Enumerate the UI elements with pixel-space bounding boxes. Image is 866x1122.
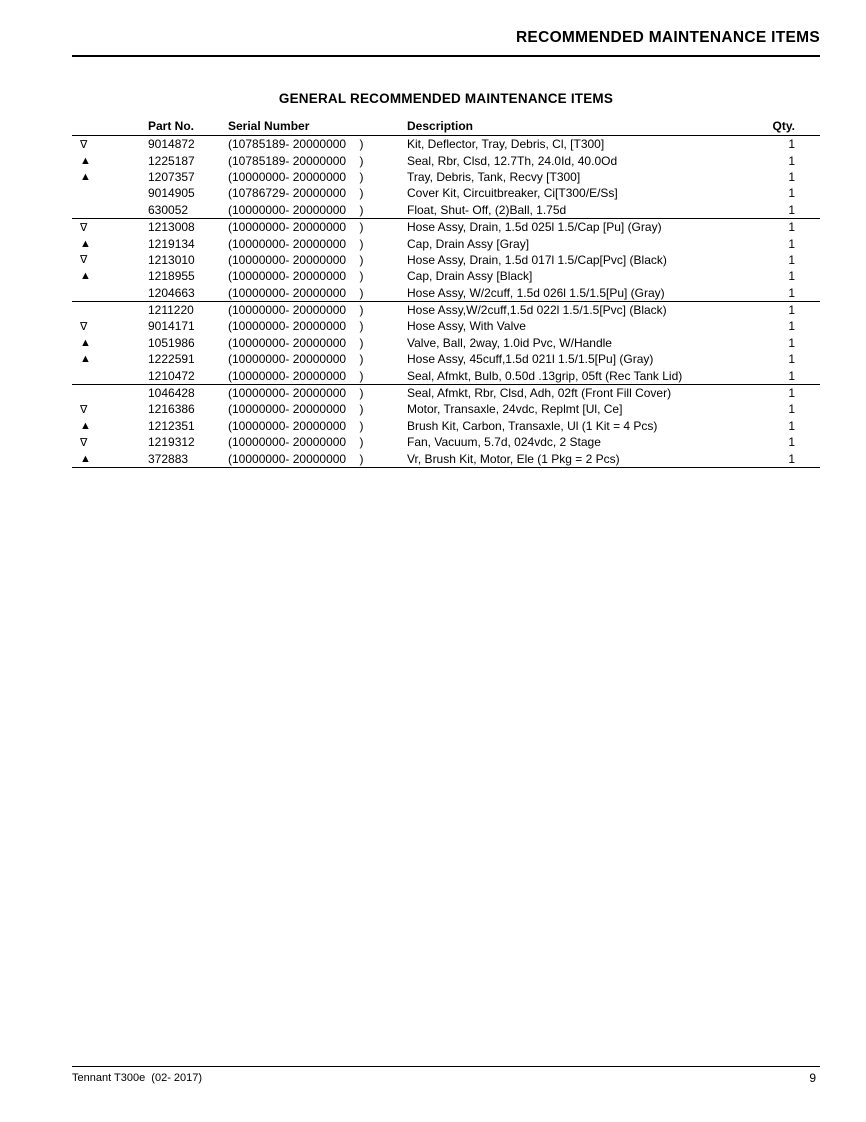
row-quantity: 1 bbox=[788, 220, 795, 235]
row-part-number: 1051986 bbox=[148, 335, 195, 350]
row-part-number: 372883 bbox=[148, 451, 189, 466]
row-serial-number: (10000000- 20000000 ) bbox=[228, 202, 364, 217]
row-mark-symbol: ▲ bbox=[80, 353, 91, 366]
row-mark-symbol: ∇ bbox=[80, 254, 88, 267]
table-row bbox=[72, 285, 820, 302]
table-row bbox=[72, 136, 820, 152]
row-serial-number: (10000000- 20000000 ) bbox=[228, 236, 364, 251]
row-serial-number: (10000000- 20000000 ) bbox=[228, 220, 364, 235]
page-header-title: RECOMMENDED MAINTENANCE ITEMS bbox=[515, 29, 820, 46]
column-header-qty: Qty. bbox=[772, 119, 795, 133]
row-part-number: 1212351 bbox=[148, 418, 195, 433]
table-row bbox=[72, 152, 820, 168]
row-quantity: 1 bbox=[788, 236, 795, 251]
row-description: Hose Assy, 45cuff,1.5d 021l 1.5/1.5[Pu] (Gray) bbox=[407, 352, 654, 367]
row-part-number: 1204663 bbox=[148, 285, 195, 300]
row-quantity: 1 bbox=[788, 202, 795, 217]
row-part-number: 1213010 bbox=[148, 252, 195, 267]
row-description: Kit, Deflector, Tray, Debris, Cl, [T300] bbox=[407, 137, 605, 152]
row-serial-number: (10000000- 20000000 ) bbox=[228, 285, 364, 300]
table-body bbox=[72, 136, 820, 468]
row-description: Cap, Drain Assy [Black] bbox=[407, 269, 533, 284]
row-description: Hose Assy, Drain, 1.5d 017l 1.5/Cap[Pvc] (Black) bbox=[407, 252, 667, 267]
row-serial-number: (10000000- 20000000 ) bbox=[228, 418, 364, 433]
column-header-description: Description bbox=[407, 119, 474, 133]
row-serial-number: (10000000- 20000000 ) bbox=[228, 435, 364, 450]
row-quantity: 1 bbox=[788, 186, 795, 201]
row-quantity: 1 bbox=[788, 402, 795, 417]
row-serial-number: (10000000- 20000000 ) bbox=[228, 252, 364, 267]
row-quantity: 1 bbox=[788, 303, 795, 318]
row-mark-symbol: ▲ bbox=[80, 237, 91, 250]
row-part-number: 630052 bbox=[148, 202, 189, 217]
row-part-number: 1225187 bbox=[148, 153, 195, 168]
row-quantity: 1 bbox=[788, 386, 795, 401]
table-row bbox=[72, 434, 820, 450]
row-serial-number: (10785189- 20000000 ) bbox=[228, 153, 364, 168]
row-description: Fan, Vacuum, 5.7d, 024vdc, 2 Stage bbox=[407, 435, 601, 450]
row-description: Hose Assy, Drain, 1.5d 025l 1.5/Cap [Pu] (Gray) bbox=[407, 220, 662, 235]
table-row bbox=[72, 450, 820, 467]
row-mark-symbol: ▲ bbox=[80, 419, 91, 432]
row-part-number: 9014905 bbox=[148, 186, 195, 201]
row-description: Hose Assy, With Valve bbox=[407, 319, 526, 334]
row-quantity: 1 bbox=[788, 352, 795, 367]
table-row bbox=[72, 318, 820, 334]
table-row bbox=[72, 418, 820, 434]
row-part-number: 1219134 bbox=[148, 236, 195, 251]
footer-rule bbox=[72, 1066, 820, 1067]
row-quantity: 1 bbox=[788, 368, 795, 383]
maintenance-items-table bbox=[72, 114, 820, 468]
row-part-number: 1046428 bbox=[148, 386, 195, 401]
row-description: Cover Kit, Circuitbreaker, Ci[T300/E/Ss] bbox=[407, 186, 618, 201]
row-description: Seal, Afmkt, Bulb, 0.50d .13grip, 05ft (Rec Tank Lid) bbox=[407, 368, 683, 383]
row-mark-symbol: ▲ bbox=[80, 336, 91, 349]
row-description: Seal, Rbr, Clsd, 12.7Th, 24.0Id, 40.0Od bbox=[407, 153, 618, 168]
row-mark-symbol: ▲ bbox=[80, 170, 91, 183]
row-mark-symbol: ∇ bbox=[80, 320, 88, 333]
table-row bbox=[72, 268, 820, 284]
table-row bbox=[72, 185, 820, 201]
row-part-number: 1207357 bbox=[148, 169, 195, 184]
row-description: Valve, Ball, 2way, 1.0id Pvc, W/Handle bbox=[407, 335, 612, 350]
row-description: Seal, Afmkt, Rbr, Clsd, Adh, 02ft (Front Fill Cover) bbox=[407, 386, 672, 401]
row-quantity: 1 bbox=[788, 319, 795, 334]
row-quantity: 1 bbox=[788, 169, 795, 184]
row-serial-number: (10000000- 20000000 ) bbox=[228, 386, 364, 401]
row-description: Motor, Transaxle, 24vdc, Replmt [Ul, Ce] bbox=[407, 402, 623, 417]
row-part-number: 9014171 bbox=[148, 319, 195, 334]
row-quantity: 1 bbox=[788, 269, 795, 284]
row-mark-symbol: ∇ bbox=[80, 138, 88, 151]
row-serial-number: (10000000- 20000000 ) bbox=[228, 402, 364, 417]
row-serial-number: (10000000- 20000000 ) bbox=[228, 335, 364, 350]
row-serial-number: (10000000- 20000000 ) bbox=[228, 319, 364, 334]
row-part-number: 1218955 bbox=[148, 269, 195, 284]
row-description: Brush Kit, Carbon, Transaxle, Ul (1 Kit = 4 Pcs) bbox=[407, 418, 658, 433]
row-description: Vr, Brush Kit, Motor, Ele (1 Pkg = 2 Pcs) bbox=[407, 451, 620, 466]
row-quantity: 1 bbox=[788, 285, 795, 300]
table-row bbox=[72, 401, 820, 417]
row-mark-symbol: ▲ bbox=[80, 270, 91, 283]
table-row bbox=[72, 252, 820, 268]
row-mark-symbol: ▲ bbox=[80, 154, 91, 167]
row-description: Tray, Debris, Tank, Recvy [T300] bbox=[407, 169, 581, 184]
row-quantity: 1 bbox=[788, 435, 795, 450]
table-row bbox=[72, 302, 820, 318]
row-part-number: 1210472 bbox=[148, 368, 195, 383]
table-title: GENERAL RECOMMENDED MAINTENANCE ITEMS bbox=[278, 91, 614, 106]
row-quantity: 1 bbox=[788, 451, 795, 466]
table-row bbox=[72, 367, 820, 384]
row-serial-number: (10000000- 20000000 ) bbox=[228, 368, 364, 383]
row-serial-number: (10000000- 20000000 ) bbox=[228, 169, 364, 184]
table-row bbox=[72, 202, 820, 219]
row-serial-number: (10785189- 20000000 ) bbox=[228, 137, 364, 152]
table-row bbox=[72, 335, 820, 351]
row-part-number: 1219312 bbox=[148, 435, 195, 450]
row-quantity: 1 bbox=[788, 252, 795, 267]
row-description: Hose Assy,W/2cuff,1.5d 022l 1.5/1.5[Pvc] (Black) bbox=[407, 303, 667, 318]
table-row bbox=[72, 219, 820, 235]
row-serial-number: (10000000- 20000000 ) bbox=[228, 451, 364, 466]
table-row bbox=[72, 235, 820, 251]
row-description: Cap, Drain Assy [Gray] bbox=[407, 236, 530, 251]
column-header-serial-number: Serial Number bbox=[228, 119, 310, 133]
row-mark-symbol: ▲ bbox=[80, 452, 91, 465]
column-header-part-no: Part No. bbox=[148, 119, 195, 133]
table-header-row bbox=[72, 114, 820, 136]
row-mark-symbol: ∇ bbox=[80, 221, 88, 234]
row-quantity: 1 bbox=[788, 153, 795, 168]
row-description: Float, Shut- Off, (2)Ball, 1.75d bbox=[407, 202, 567, 217]
table-row bbox=[72, 385, 820, 401]
row-part-number: 9014872 bbox=[148, 137, 195, 152]
row-description: Hose Assy, W/2cuff, 1.5d 026l 1.5/1.5[Pu] (Gray) bbox=[407, 285, 665, 300]
footer-page-number: 9 bbox=[809, 1071, 816, 1085]
row-part-number: 1213008 bbox=[148, 220, 195, 235]
table-row bbox=[72, 351, 820, 367]
row-mark-symbol: ∇ bbox=[80, 403, 88, 416]
row-quantity: 1 bbox=[788, 418, 795, 433]
row-serial-number: (10000000- 20000000 ) bbox=[228, 303, 364, 318]
row-serial-number: (10000000- 20000000 ) bbox=[228, 269, 364, 284]
header-rule bbox=[72, 55, 820, 57]
table-row bbox=[72, 169, 820, 185]
row-quantity: 1 bbox=[788, 335, 795, 350]
row-quantity: 1 bbox=[788, 137, 795, 152]
row-mark-symbol: ∇ bbox=[80, 436, 88, 449]
row-serial-number: (10000000- 20000000 ) bbox=[228, 352, 364, 367]
row-part-number: 1222591 bbox=[148, 352, 195, 367]
row-serial-number: (10786729- 20000000 ) bbox=[228, 186, 364, 201]
row-part-number: 1216386 bbox=[148, 402, 195, 417]
row-part-number: 1211220 bbox=[148, 303, 194, 318]
footer-doc-title: Tennant T300e (02- 2017) bbox=[72, 1072, 203, 1084]
